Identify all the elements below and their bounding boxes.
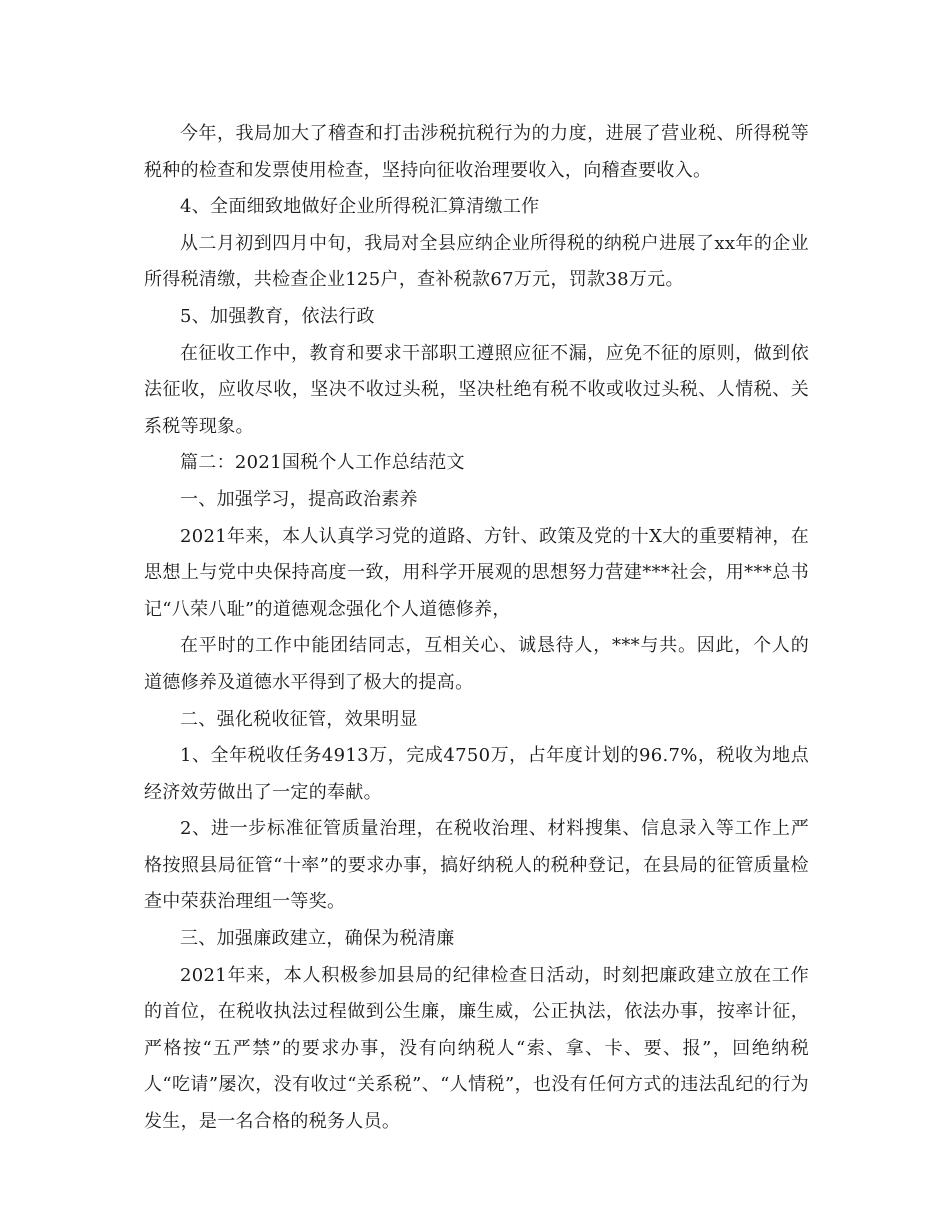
heading-item-4: 4、全面细致地做好企业所得税汇算清缴工作 [180, 196, 540, 218]
paragraph-study: 2021年来，本人认真学习党的道路、方针、政策及党的十X大的重要精神，在思想上与党中央保持高度一致，用科学开展观的思想努力营建***社会，用***总书记“八荣八耻”的道德观念强化个人道德修养， [144, 525, 809, 620]
heading-item-5: 5、加强教育，依法行政 [180, 305, 375, 327]
paragraph-quality-management: 2、进一步标准征管质量治理，在税收治理、材料搜集、信息录入等工作上严格按照县局征管“十率”的要求办事，搞好纳税人的税种登记，在县局的征管质量检查中荣获治理组一等奖。 [144, 818, 809, 913]
paragraph-integrity: 2021年来，本人积极参加县局的纪律检查日活动，时刻把廉政建立放在工作的首位，在税收执法过程做到公生廉，廉生威，公正执法，依法办事，按率计征，严格按“五严禁”的要求办事，没有向纳税人“索、拿、卡、要、报”，回绝纳税人“吃请”屡次，没有收过“关系税”、“人情税”，也没有任何方式的违法乱纪的行为发生，是一名合格的税务人员。 [144, 964, 809, 1133]
paragraph-intro-inspection: 今年，我局加大了稽查和打击涉税抗税行为的力度，进展了营业税、所得税等税种的检查和发票使用检查，坚持向征收治理要收入，向稽查要收入。 [144, 123, 809, 181]
article-two-title: 篇二：2021国税个人工作总结范文 [180, 452, 465, 474]
paragraph-item-5: 在征收工作中，教育和要求干部职工遵照应征不漏，应免不征的原则，做到依法征收，应收尽收，坚决不收过头税，坚决杜绝有税不收或收过头税、人情税、关系税等现象。 [144, 342, 809, 437]
document-body [144, 116, 809, 1141]
paragraph-morality: 在平时的工作中能团结同志，互相关心、诚恳待人，***与共。因此，个人的道德修养及道德水平得到了极大的提高。 [144, 635, 809, 693]
section-heading-2: 二、强化税收征管，效果明显 [180, 708, 418, 730]
section-heading-3: 三、加强廉政建立，确保为税清廉 [180, 928, 455, 950]
paragraph-tax-task: 1、全年税收任务4913万，完成4750万，占年度计划的96.7%，税收为地点经济效劳做出了一定的奉献。 [144, 745, 809, 803]
paragraph-item-4: 从二月初到四月中旬，我局对全县应纳企业所得税的纳税户进展了xx年的企业所得税清缴，共检查企业125户，查补税款67万元，罚款38万元。 [144, 232, 809, 291]
section-heading-1: 一、加强学习，提高政治素养 [180, 488, 418, 510]
